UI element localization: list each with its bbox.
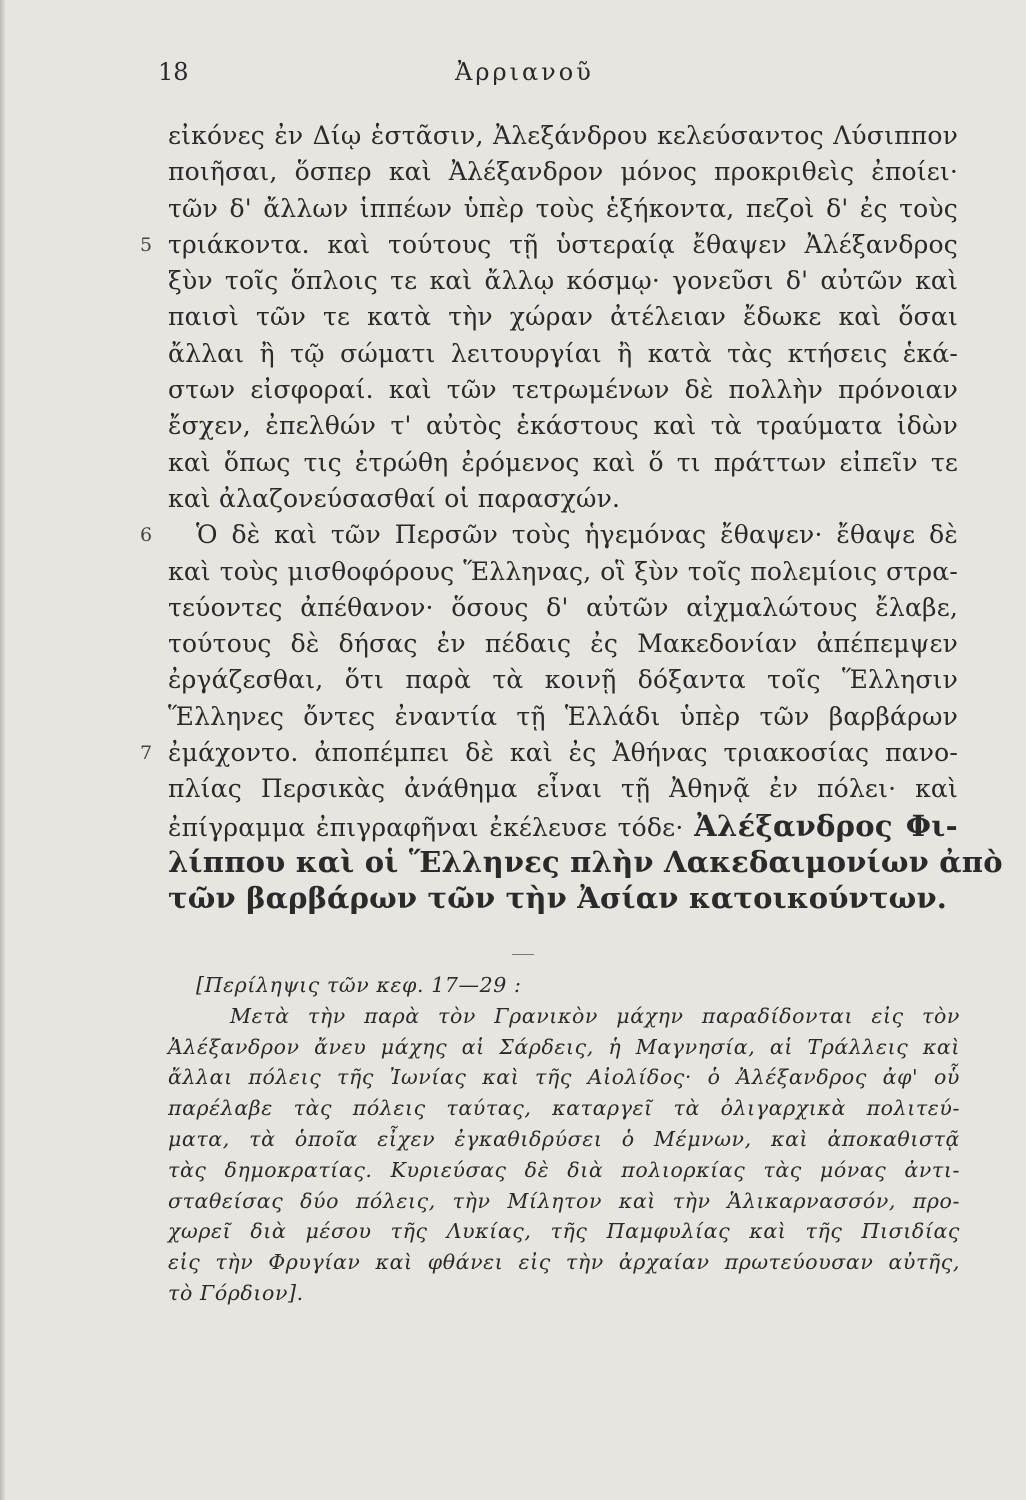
line-number: 5: [140, 233, 153, 256]
text-line: καὶ τοὺς μισθοφόρους Ἕλληνας, οἳ ξὺν τοῖς πολεμίοις στρα-: [168, 556, 958, 586]
summary-line: τὸ Γόρδιον].: [168, 1280, 304, 1305]
text-line: ἔσχεν, ἐπελθών τ' αὐτὸς ἑκάστους καὶ τὰ τραύματα ἰδὼν: [168, 411, 958, 441]
page-number: 18: [158, 58, 189, 86]
text-line: ἄλλαι ἢ τῷ σώματι λειτουργίαι ἢ κατὰ τὰς κτήσεις ἑκά-: [168, 338, 958, 368]
summary-line: χωρεῖ διὰ μέσου τῆς Λυκίας, τῆς Παμφυλίας καὶ τῆς Πισιδίας: [168, 1219, 960, 1244]
page-header: [0, 58, 1026, 88]
text-line: καὶ ὅπως τις ἐτρώθη ἐρόμενος καὶ ὅ τι πράττων εἰπεῖν τε: [168, 447, 958, 477]
text-line: 6 Ὁ δὲ καὶ τῶν Περσῶν τοὺς ἡγεμόνας ἔθαψεν· ἔθαψε δὲ: [0, 517, 1026, 553]
summary-line: [Περίληψις τῶν κεφ. 17—29 :: [196, 973, 522, 997]
text-line: τούτους δὲ δήσας ἐν πέδαις ἐς Μακεδονίαν ἀπέπεμψεν: [168, 629, 958, 659]
section-divider: [512, 954, 534, 955]
summary-line: εἰς τὴν Φρυγίαν καὶ φθάνει εἰς τὴν ἀρχαίαν πρωτεύουσαν αὐτῆς,: [168, 1250, 960, 1275]
summary-line: σταθείσας δύο πόλεις, τὴν Μίλητον καὶ τὴν Ἁλικαρνασσόν, προ-: [168, 1188, 960, 1213]
text-line: καὶ ἀλαζονεύσασθαί οἱ παρασχών.: [168, 483, 621, 513]
text-line: στων εἰσφοραί. καὶ τῶν τετρωμένων δὲ πολλὴν πρόνοιαν: [168, 375, 958, 405]
summary-line: παρέλαβε τὰς πόλεις ταύτας, καταργεῖ τὰ ὀλιγαρχικὰ πολιτεύ-: [168, 1096, 960, 1121]
running-title: Ἀρριανοῦ: [455, 58, 594, 86]
summary-line: Ἀλέξανδρον ἄνευ μάχης αἱ Σάρδεις, ἡ Μαγνησία, αἱ Τράλλεις καὶ: [168, 1034, 960, 1059]
line-number: 6: [140, 524, 153, 547]
summary-line: ματα, τὰ ὁποῖα εἶχεν ἐγκαθιδρύσει ὁ Μέμνων, καὶ ἀποκαθιστᾷ: [168, 1126, 960, 1151]
inscription-line: [0, 844, 1026, 880]
text-line: τῶν δ' ἄλλων ἱππέων ὑπὲρ τοὺς ἑξήκοντα, πεζοὶ δ' ἐς τοὺς: [168, 193, 958, 223]
line-number: 7: [140, 742, 153, 765]
text-line: ἐργάζεσθαι, ὅτι παρὰ τὰ κοινῇ δόξαντα τοῖς Ἕλλησιν: [168, 665, 958, 695]
text-line: τεύοντες ἀπέθανον· ὅσους δ' αὐτῶν αἰχμαλώτους ἔλαβε,: [168, 592, 958, 622]
inscription-text: λίππου καὶ οἱ Ἕλληνες πλὴν Λακεδαιμονίων ἀπὸ: [168, 844, 1003, 879]
inscription-lead-line: [0, 808, 1026, 844]
text-line: πλίας Περσικὰς ἀνάθημα εἶναι τῇ Ἀθηνᾷ ἐν πόλει· καὶ: [168, 774, 958, 804]
inscription-line: [0, 880, 1026, 916]
text-line: ξὺν τοῖς ὅπλοις τε καὶ ἄλλῳ κόσμῳ· γονεῦσι δ' αὐτῶν καὶ: [168, 266, 958, 296]
summary-line: Μετὰ τὴν παρὰ τὸν Γρανικὸν μάχην παραδίδονται εἰς τὸν: [230, 1003, 960, 1028]
inscription-lead: ἐπίγραμμα ἐπιγραφῆναι ἐκέλευσε τόδε·: [168, 812, 684, 842]
inscription-text: τῶν βαρβάρων τῶν τὴν Ἀσίαν κατοικούντων.: [168, 881, 948, 916]
main-text: [0, 118, 1026, 917]
summary-line: τὰς δημοκρατίας. Κυριεύσας δὲ διὰ πολιορκίας τὰς μόνας ἀντι-: [168, 1157, 960, 1182]
text-line: παισὶ τῶν τε κατὰ τὴν χώραν ἀτέλειαν ἔδωκε καὶ ὅσαι: [168, 302, 958, 332]
chapter-summary: [0, 970, 1026, 1309]
summary-line: ἄλλαι πόλεις τῆς Ἰωνίας καὶ τῆς Αἰολίδος· ὁ Ἀλέξανδρος ἀφ' οὗ: [168, 1065, 960, 1090]
text-line: ποιῆσαι, ὅσπερ καὶ Ἀλέξανδρον μόνος προκριθεὶς ἐποίει·: [168, 157, 958, 187]
text-line: 7 ἐμάχοντο. ἀποπέμπει δὲ καὶ ἐς Ἀθήνας τριακοσίας πανο-: [0, 735, 1026, 771]
text-line: εἰκόνες ἐν Δίῳ ἑστᾶσιν, Ἀλεξάνδρου κελεύσαντος Λύσιππον: [168, 121, 958, 150]
inscription-text: Ἀλέξανδρος Φι-: [694, 808, 958, 843]
text-line: 5 τριάκοντα. καὶ τούτους τῇ ὑστεραίᾳ ἔθαψεν Ἀλέξανδρος: [0, 227, 1026, 263]
text-line: Ἕλληνες ὄντες ἐναντία τῇ Ἑλλάδι ὑπὲρ τῶν βαρβάρων: [168, 701, 958, 731]
